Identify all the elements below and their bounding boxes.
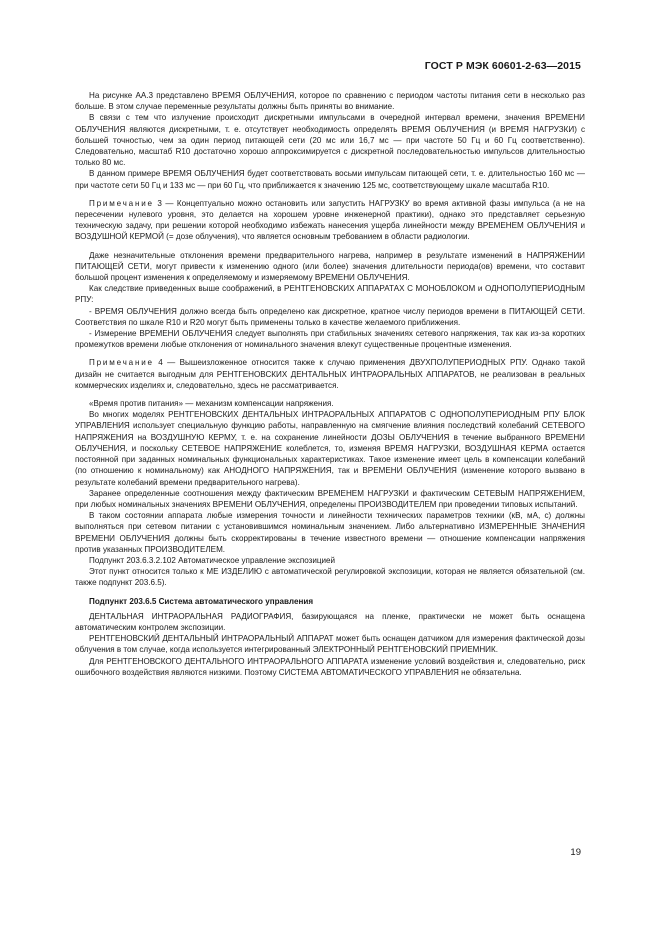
- paragraph: Этот пункт относится только к МЕ ИЗДЕЛИЮ с автоматической регулировкой экспозиции, которая не является обязательной (см. также подпункт 203.6.5).: [75, 567, 585, 588]
- note-label: Примечание: [89, 358, 154, 368]
- note-text: 3 — Концептуально можно остановить или запустить НАГРУЗКУ во время активной фазы импульса (а не на пересечении нулевого уровня, это делается на хорошем уровне инженерной практики), однако это представляет серьезную техническую задачу, при решении которой необходимо избежать нанесения ущерба линейности между ВРЕМЕНЕМ ОБЛУЧЕНИЯ и ВОЗДУШНОЙ КЕРМОЙ (= дозе облучения), что является основным требованием в области радиологии.: [75, 198, 585, 242]
- paragraph: Даже незначительные отклонения времени предварительного нагрева, например в результате изменений в НАПРЯЖЕНИИ ПИТАЮЩЕЙ СЕТИ, могут привести к изменению одного (или более) значения длительности периода(ов) времени, что составит большой процент изменения к определяемому и измеряемому ВРЕМЕНИ ОБЛУЧЕНИЯ.: [75, 250, 585, 283]
- note-4: [75, 357, 585, 391]
- paragraph: Заранее определенные соотношения между фактическим ВРЕМЕНЕМ НАГРУЗКИ и фактическим СЕТЕВЫМ НАПРЯЖЕНИЕМ, при любых номинальных значениях ВРЕМЕНИ ОБЛУЧЕНИЯ, определены ПРОИЗВОДИТЕЛЕМ при проведении типовых испытаний.: [75, 488, 585, 509]
- paragraph: В таком состоянии аппарата любые измерения точности и линейности технических параметров техники (кВ, мА, с) должны выполняться при сетевом питании с установившимся номинальным значением. Либо альтернативно ИЗМЕРЕННЫЕ ЗНАЧЕНИЯ ВРЕМЕНИ ОБЛУЧЕНИЯ должны быть скорректированы в течение известного времени — отношение компенсации напряжения против указанных ПРОИЗВОДИТЕЛЕМ.: [75, 511, 585, 554]
- paragraph: В связи с тем что излучение происходит дискретными импульсами в очередной интервал времени, значения ВРЕМЕНИ ОБЛУЧЕНИЯ являются дискретными, т. е. отсутствует необходимость определять ВРЕМЯ ОБЛУЧЕНИЯ (и ВРЕМЯ НАГРУЗКИ) с большей точностью, чем за один период питающей сети (20 мс или 16,7 мс — при частоте 50 Гц и 60 Гц соответственно). Следовательно, масштаб R10 достаточно хорошо аппроксимируется с дискретной последовательностью импульсов длительностью только 80 мс.: [75, 113, 585, 168]
- paragraph: «Время против питания» — механизм компенсации напряжения.: [89, 399, 334, 409]
- paragraph: ДЕНТАЛЬНАЯ ИНТРАОРАЛЬНАЯ РАДИОГРАФИЯ, базирующаяся на пленке, практически не может быть оснащена автоматическим контролем экспозиции.: [75, 611, 585, 632]
- page-number: 19: [570, 847, 581, 858]
- paragraph: Для РЕНТГЕНОВСКОГО ДЕНТАЛЬНОГО ИНТРАОРАЛЬНОГО АППАРАТА изменение условий воздействия и, следовательно, риск ошибочного воздействия являются низкими. Поэтому СИСТЕМА АВТОМАТИЧЕСКОГО УПРАВЛЕНИЯ не обязательна.: [75, 656, 585, 677]
- list-item: - Измерение ВРЕМЕНИ ОБЛУЧЕНИЯ следует выполнять при стабильных значениях сетевого напряжения, так как из-за коротких промежутков времени любые отклонения от номинального значения влекут существенные процентные изменения.: [75, 329, 585, 350]
- subheading: Подпункт 203.6.5 Система автоматического управления: [89, 596, 314, 606]
- paragraph: На рисунке АА.3 представлено ВРЕМЯ ОБЛУЧЕНИЯ, которое по сравнению с периодом частоты питания сети в несколько раз больше. В этом случае переменные результаты должны быть приняты во внимание.: [75, 91, 585, 112]
- paragraph: Как следствие приведенных выше соображений, в РЕНТГЕНОВСКИХ АППАРАТАХ С МОНОБЛОКОМ и ОДНОПОЛУПЕРИОДНЫМ РПУ:: [75, 284, 585, 305]
- document-header: ГОСТ Р МЭК 60601-2-63—2015: [424, 60, 581, 72]
- document-body: [75, 90, 585, 678]
- note-3: [75, 198, 585, 243]
- paragraph: В данном примере ВРЕМЯ ОБЛУЧЕНИЯ будет соответствовать восьми импульсам питающей сети, т. е. длительностью 160 мс — при частоте сети 50 Гц и 133 мс — при 60 Гц, что приближается к значению 125 мс, соответствующему шкале масштаба R10.: [75, 169, 585, 190]
- list-item: - ВРЕМЯ ОБЛУЧЕНИЯ должно всегда быть определено как дискретное, кратное числу периодов времени в ПИТАЮЩЕЙ СЕТИ. Соответствия по шкале R10 и R20 могут быть применены только в качестве желаемого приближения.: [75, 306, 585, 327]
- paragraph: Во многих моделях РЕНТГЕНОВСКИХ ДЕНТАЛЬНЫХ ИНТРАОРАЛЬНЫХ АППАРАТОВ С ОДНОПОЛУПЕРИОДНЫМ РПУ БЛОК УПРАВЛЕНИЯ использует специальную функцию работы, направленную на смягчение влияния последствий колебаний СЕТЕВОГО НАПРЯЖЕНИЯ на ВОЗДУШНУЮ КЕРМУ, т. е. на сохранение линейности ДОЗЫ ОБЛУЧЕНИЯ в течение выбранного ВРЕМЕНИ ОБЛУЧЕНИЯ, и поскольку СЕТЕВОЕ НАПРЯЖЕНИЕ колеблется, то, изменяя ВРЕМЯ НАГРУЗКИ, ВОЗДУШНАЯ КЕРМА остается постоянной при заданных номинальных функциональных характеристиках. Такое изменение имеет цель в компенсации колебаний (по отношению к номинальному) как АНОДНОГО НАПРЯЖЕНИЯ, так и ВРЕМЕНИ ОБЛУЧЕНИЯ (изменение которого вызвано в результате колебаний времени предварительного нагрева).: [75, 410, 585, 487]
- paragraph: Подпункт 203.6.3.2.102 Автоматическое управление экспозицией: [89, 555, 336, 565]
- note-text: 4 — Вышеизложенное относится также к случаю применения ДВУХПОЛУПЕРИОДНЫХ РПУ. Однако такой дизайн не считается выгодным для РЕНТГЕНОВСКИХ ДЕНТАЛЬНЫХ ИНТРАОРАЛЬНЫХ АППАРАТОВ, не реализован в реальных коммерческих изделиях и, следовательно, здесь не рассматривается.: [75, 358, 585, 390]
- note-label: Примечание: [89, 198, 154, 208]
- paragraph: РЕНТГЕНОВСКИЙ ДЕНТАЛЬНЫЙ ИНТРАОРАЛЬНЫЙ АППАРАТ может быть оснащен датчиком для измерения фактической дозы облучения в том случае, когда используется интегрированный ЭЛЕКТРОННЫЙ РЕНТГЕНОВСКИЙ ПРИЕМНИК.: [75, 634, 585, 655]
